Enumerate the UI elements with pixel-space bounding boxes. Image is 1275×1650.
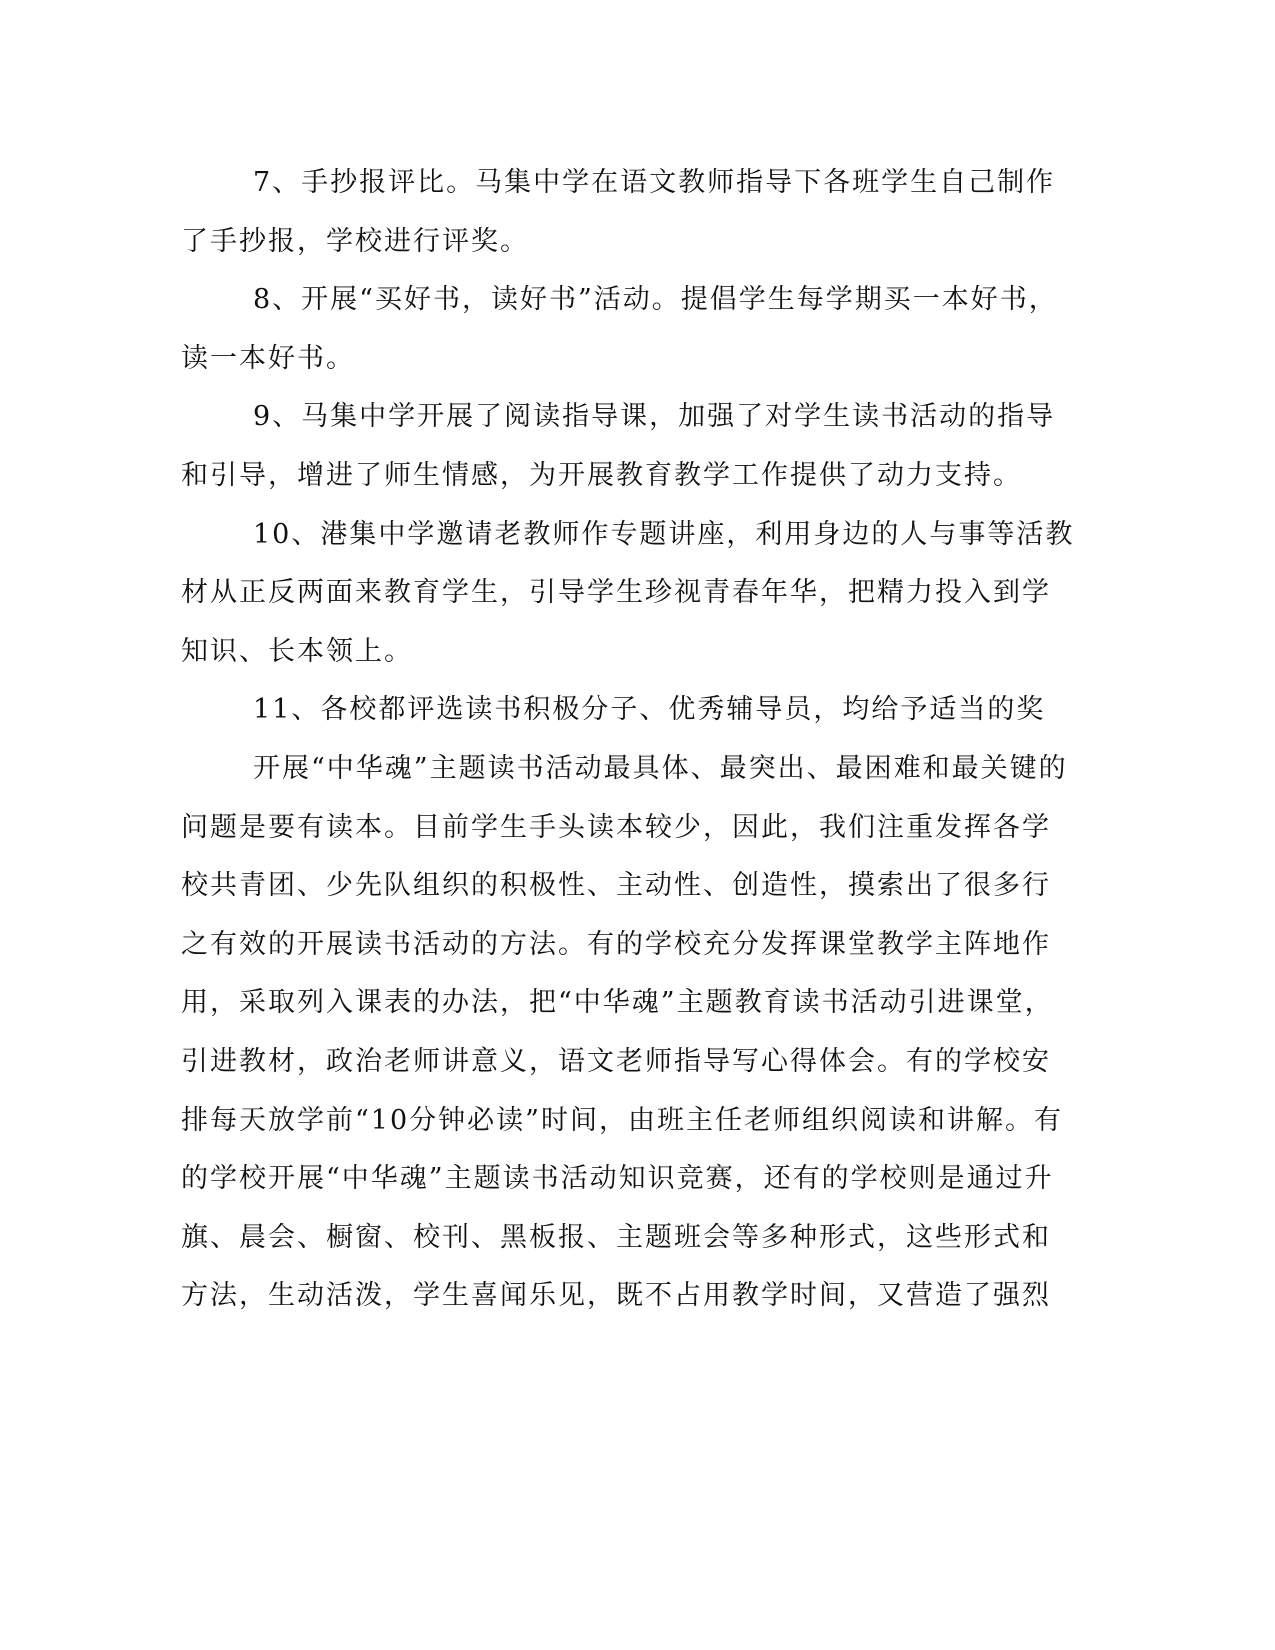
text-line: 材从正反两面来教育学生，引导学生珍视青春年华，把精力投入到学 [181,577,1051,609]
text-line: 8、开展“买好书，读好书”活动。提倡学生每学期买一本好书， [253,284,1058,316]
text-line: 读一本好书。 [181,342,355,374]
text-line: 知识、长本领上。 [181,635,413,667]
text-line: 引进教材，政治老师讲意义，语文老师指导写心得体会。有的学校安 [181,1045,1051,1077]
text-line: 的学校开展“中华魂”主题读书活动知识竞赛，还有的学校则是通过升 [181,1163,1054,1195]
text-line: 了手抄报，学校进行评奖。 [181,225,529,257]
text-line: 旗、晨会、橱窗、校刊、黑板报、主题班会等多种形式，这些形式和 [181,1221,1051,1253]
text-line: 开展“中华魂”主题读书活动最具体、最突出、最困难和最关键的 [253,752,1068,784]
text-line: 7、手抄报评比。马集中学在语文教师指导下各班学生自己制作 [253,167,1056,198]
document-body [181,154,1075,1326]
text-line: 9、马集中学开展了阅读指导课，加强了对学生读书活动的指导 [253,401,1056,433]
text-line: 用，采取列入课表的办法，把“中华魂”主题教育读书活动引进课堂， [181,987,1054,1019]
text-line: 11、各校都评选读书积极分子、优秀辅导员，均给予适当的奖 [253,694,1046,726]
text-line: 方法，生动活泼，学生喜闻乐见，既不占用教学时间，又营造了强烈 [181,1280,1051,1312]
text-line: 校共青团、少先队组织的积极性、主动性、创造性，摸索出了很多行 [181,870,1051,902]
text-line: 排每天放学前“10分钟必读”时间，由班主任老师组织阅读和讲解。有 [181,1104,1063,1136]
text-line: 问题是要有读本。目前学生手头读本较少，因此，我们注重发挥各学 [181,811,1051,843]
text-line: 10、港集中学邀请老教师作专题讲座，利用身边的人与事等活教 [253,518,1075,550]
text-line: 和引导，增进了师生情感，为开展教育教学工作提供了动力支持。 [181,459,1022,491]
text-line: 之有效的开展读书活动的方法。有的学校充分发挥课堂教学主阵地作 [181,928,1051,960]
